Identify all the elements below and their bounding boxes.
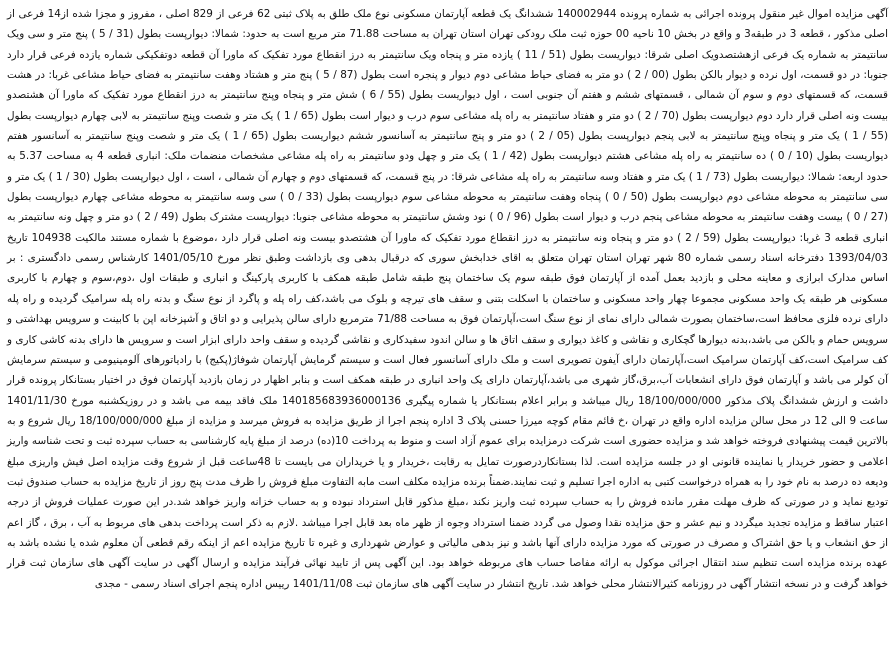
- auction-notice-text: آگهی مزایده اموال غیر منقول پرونده اجرائی به شماره پرونده 140002944 ششدانگ یک قطعه آپارتمان مسکونی نوع ملک طلق به پلاک ثبتی 62 فرعی از 829 اصلی ، مفروز و مجزا شده از14 فرعی از اصلی مذکور ، قطعه 3 در طبقه3 و واقع در بخش 10 ناحیه 00 حوزه ثبت ملک رودکی تهران استان تهران به مساحت 71.88 متر مربع است به حدود: شمالا: دیوارپست بطول (31 / 5 ) پنج متر و سی ویک سانتیمتر به شماره یک فرعی ازهشتصدویک اصلی شرقا: دیواریست بطول (51 / 11 ) یازده متر و پنجاه ویک سانتیمتر به درز انقطاع مورد تفکیک که ماورا آن قطعه دوتفکیکی شماره یازده فرعی قرار دارد جنوبا: در دو قسمت، اول نرده و دیوار بالکن بطول (00 / 2 ) دو متر به فضای حیاط مشاعی دوم دیوار و پنجره است بطول (87 / 5 ) پنج متر و هشتاد وهفت سانتیمتر به فضای حیاط مشاعی غربا: در هشت قسمت، که قسمتهای دوم و سوم آن شمالی ، قسمتهای ششم و هفتم آن جنوبی است ، اول دیواریست بطول (55 / 6 ) شش متر و پنجاه وپنج سانتیمتر به درز انقطاع مورد تفکیک که ماورا آن هشتصدو بیست ونه اصلی قرار دارد دوم دیوارپست بطول (70 / 2 ) دو متر و هفتاد سانتیمتر به راه پله مشاعی سوم درب و دیوار است بطول (65 / 1 ) یک متر و شصت وپنج سانتیمتر به لابی چهارم دیوارپست بطول (55 / 1 ) یک متر و پنجاه وپنج سانتیمتر به لابی پنجم دیوارپست بطول (05 / 2 ) دو متر و پنج سانتیمتر به آسانسور ششم دیواریست بطول (65 / 1 ) یک متر و شصت وپنج سانتیمتر به آسانسور هفتم دیواریست بطول (10 / 0 ) ده سانتیمتر به راه پله مشاعی هشتم دیوارپست بطول (42 / 1 ) یک متر و چهل ودو سانتیمتر به راه پله مشاعی مشخصات منضمات ملک: انباری قطعه 4 به مساحت 5.37 به حدود اربعه: شمالا: دیواریست بطول (73 / 1 ) یک متر و هفتاد وسه سانتیمتر به راه پله مشاعی شرقا: در پنج قسمت، که قسمتهای دوم و چهارم آن شمالی ، است ، اول دیوارپست بطول (30 / 1 ) یک متر و سی سانتیمتر به محوطه مشاعی دوم دیوارپست بطول (50 / 0 ) پنجاه وهفت سانتیمتر به محوطه مشاعی سوم دیوارپست بطول (33 / 0 ) سی وسه سانتیمتر به محوطه مشاعی چهارم دیوارپست بطول (27 / 0 ) بیست وهفت سانتیمتر به محوطه مشاعی پنجم درب و دیوار است بطول (96 / 0 ) نود وشش سانتیمتر به محوطه مشاعی جنوبا: دیوارپست مشترک بطول (49 / 2 ) دو متر و چهل ونه سانتیمتر به انباری قطعه 3 غربا: دیوارپست بطول (59 / 2 ) دو متر و پنجاه ونه سانتیمتر به درز انقطاع مورد تفکیک که ماورا آن هشتصدو بیست ونه اصلی قرار دارد ،موضوع با شماره مستند مالکیت 104938 تاریخ 1393/04/03 دفترخانه اسناد رسمی شماره 80 شهر تهران استان تهران متعلق به اقای خدابخش سوری که درقبال بدهی وی بازداشت وطبق نظر مورخ 1401/05/10 کارشناس رسمی دادگستری : بر اساس مدارک ابرازی و معاینه محلی و بازدید بعمل آمده از آپارتمان فوق طبقه سوم یک ساختمان پنج طبقه شامل طبقه همکف با کاربری پارکینگ و انباری و طبقات اول ،دوم،سوم و چهارم با کاربری مسکونی هر طبقه یک واحد مسکونی مجموعا چهار واحد مسکونی و ساختمان با اسکلت بتنی و سقف های تیرچه و بلوک می باشد،کف راه پله و پاگرد از نوع سنگ و بدنه راه پله سرامیک گردیده و راه پله دارای نرده فلزی محافظ است،ساختمان بصورت شمالی دارای نمای از نوع سنگ است،آپارتمان فوق به مساحت 71/88 مترمربع دارای سالن پذیرایی و دو اتاق و آشپزخانه اپن با کابینت و سرویس بهداشتی و سرویس حمام و بالکن می باشد،بدنه دیوارها گچکاری و نقاشی و کاغذ دیواری و سقف اتاق ها و سالن اندود سفیدکاری و نقاشی گردیده و سقف واحد دارای ابزار است و سرویس ها دارای بدنه کاشی کاری و کف سرامیک است،کف آپارتمان سرامیک است،آپارتمان دارای آیفون تصویری است و ملک دارای آسانسور فعال است و سیستم گرمایش آپارتمان شوفاژ(پکیج) با رادیاتورهای آلومینیومی و سیستم سرمایش آن کولر می باشد و آپارتمان فوق دارای انشعابات آب،برق،گاز شهری می باشد،آپارتمان دارای یک واحد انباری در طبقه همکف است و بنابر اظهار در زمان بازدید آپارتمان فوق در اختیار بستانکار پرونده قرار داشت و ارزش ششدانگ پلاک مذکور 18/100/000/000 ریال میباشد و برابر اعلام بستانکار یا شماره پیگیری 140185683936000136 ملک فاقد بیمه می باشد و در روزیکشنبه مورخ 1401/11/30 ساعت 9 الی 12 در محل سالن مزایده اداره واقع در تهران ،خ قائم مقام کوچه میرزا حسنی پلاک 3 اداره پنجم اجرا از طریق مزایده به فروش میرسد و مزایده از مبلغ 18/100/000/000 ریال شروع و به بالاترین قیمت پیشنهادی فروخته خواهد شد و مزایده حضوری است شرکت درمزایده برای عموم آزاد است و منوط به پرداخت 10(ده) درصد از مبلغ پایه کارشناسی به حساب سپرده ثبت و تحت شناسه واریز اعلامی و حضور خریدار یا نماینده قانونی او در جلسه مزایده است. لذا بستانکاردرصورت تمایل به رقابت ،خریدار و یا خریداران می بایست تا 48ساعت قبل از شروع وقت مزایده اصل فیش واریزی مبلغ ودیعه ده درصد به نام خود را به همراه درخواست کتبی به اداره اجرا تسلیم و ثبت نمایند.ضمناً برنده مزایده مکلف است مابه التفاوت مبلغ فروش را ظرف مدت پنج روز از تاریخ مزایده به حساب صندوق ثبت تودیع نماید و در صورتی که ظرف مهلت مقرر مانده فروش را به حساب سپرده ثبت واریز نکند ،مبلغ مذکور قابل استرداد نبوده و به حساب خزانه واریز خواهد شد.در این صورت عملیات فروش از درجه اعتبار ساقط و مزایده تجدید میگردد و نیم عشر و حق مزایده نقدا وصول می گردد ضمنا استرداد وجوه از ظهر ماه بعد قابل اجرا میباشد .لازم به ذکر است پرداخت بدهی های مربوط به آب ، برق ، گاز اعم از حق انشعاب و یا حق اشتراک و مصرف در صورتی که مورد مزایده دارای آنها باشد و نیز بدهی مالیاتی و عوارض شهرداری و غیره تا تاریخ مزایده اعم از اینکه رقم قطعی آن معلوم شده یا نشده باشد به عهده برنده مزایده است تنظیم سند انتقال اجرائی موکول به ارائه مفاصا حساب های مربوطه خواهد بود. این آگهی پس از تایید نهائی فرآیند مزایده و ارسال آگهی در سایت آگهی های سازمان ثبت قرار خواهد گرفت و در نسخه انتشار آگهی در روزنامه کثیرالانتشار محلی خواهد شد. تاریخ انتشار در سایت آگهی های سازمان ثبت 1401/11/08 رییس اداره پنجم اجرای اسناد رسمی - مجدی: [7, 8, 889, 590]
